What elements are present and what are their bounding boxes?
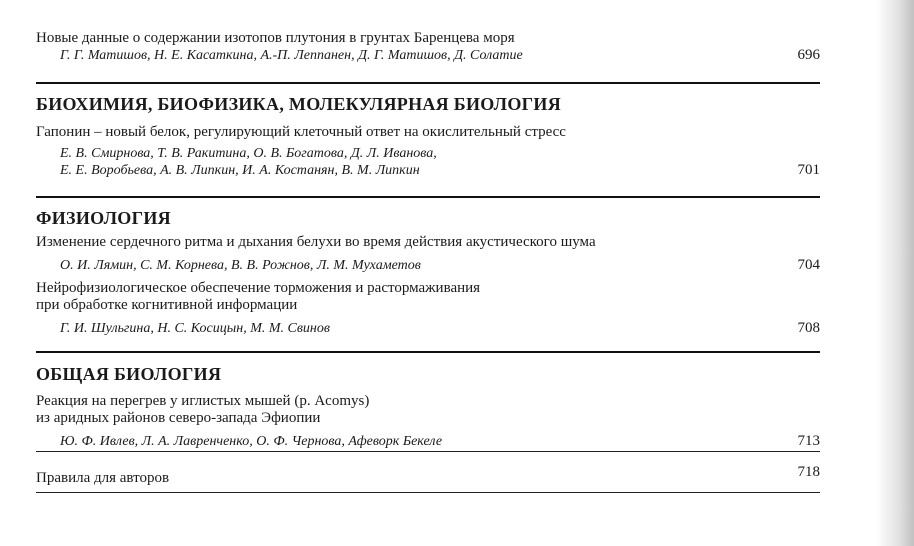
entry-authors: О. И. Лямин, С. М. Корнева, В. В. Рожнов, Л. М. Мухаметов <box>60 258 421 273</box>
section-heading: ОБЩАЯ БИОЛОГИЯ <box>36 364 222 384</box>
section-divider <box>36 451 820 452</box>
toc-entry <box>36 280 826 337</box>
bottom-divider <box>36 492 820 493</box>
entry-row <box>36 464 826 487</box>
page-number: 701 <box>797 162 820 178</box>
entry-title: из аридных районов северо-запада Эфиопии <box>36 410 321 426</box>
entry-title: Новые данные о содержании изотопов плутония в грунтах Баренцева моря <box>36 30 515 46</box>
entry-title: Изменение сердечного ритма и дыхания белухи во время действия акустического шума <box>36 234 596 250</box>
entry-authors: Г. И. Шульгина, Н. С. Косицын, М. М. Свинов <box>60 321 330 336</box>
toc-entry <box>36 124 826 179</box>
entry-authors-row <box>36 47 826 64</box>
entry-title: Гапонин – новый белок, регулирующий клеточный ответ на окислительный стресс <box>36 124 566 140</box>
toc-entry <box>36 30 826 64</box>
toc-entry <box>36 464 826 487</box>
page-number: 713 <box>797 433 820 449</box>
entry-authors: Е. Е. Воробьева, А. В. Липкин, И. А. Костанян, В. М. Липкин <box>60 163 420 178</box>
section-divider <box>36 351 820 353</box>
section-divider <box>36 82 820 84</box>
page-edge-shadow <box>876 0 914 546</box>
entry-title: Правила для авторов <box>36 470 170 486</box>
entry-authors: Е. В. Смирнова, Т. В. Ракитина, О. В. Богатова, Д. Л. Иванова, <box>60 146 437 161</box>
section-heading: БИОХИМИЯ, БИОФИЗИКА, МОЛЕКУЛЯРНАЯ БИОЛОГИЯ <box>36 94 562 114</box>
entry-authors-row <box>36 433 826 450</box>
section-divider <box>36 196 820 198</box>
entry-title: при обработке когнитивной информации <box>36 297 298 313</box>
entry-authors-row <box>36 257 826 274</box>
page-number: 704 <box>797 257 820 273</box>
entry-authors: Г. Г. Матишов, Н. Е. Касаткина, А.-П. Леппанен, Д. Г. Матишов, Д. Солатие <box>60 48 523 63</box>
toc-entry <box>36 234 826 274</box>
section-heading: ФИЗИОЛОГИЯ <box>36 208 171 228</box>
entry-title: Нейрофизиологическое обеспечение торможения и растормаживания <box>36 280 481 296</box>
entry-authors-row <box>36 320 826 337</box>
entry-authors-row <box>36 162 826 179</box>
page-number: 718 <box>797 464 820 480</box>
entry-title: Реакция на перегрев у иглистых мышей (р. Acomys) <box>36 393 370 409</box>
entry-authors: Ю. Ф. Ивлев, Л. А. Лавренченко, О. Ф. Чернова, Афеворк Бекеле <box>60 434 443 449</box>
page-number: 708 <box>797 320 820 336</box>
toc-entry <box>36 393 826 450</box>
page-number: 696 <box>797 47 820 63</box>
